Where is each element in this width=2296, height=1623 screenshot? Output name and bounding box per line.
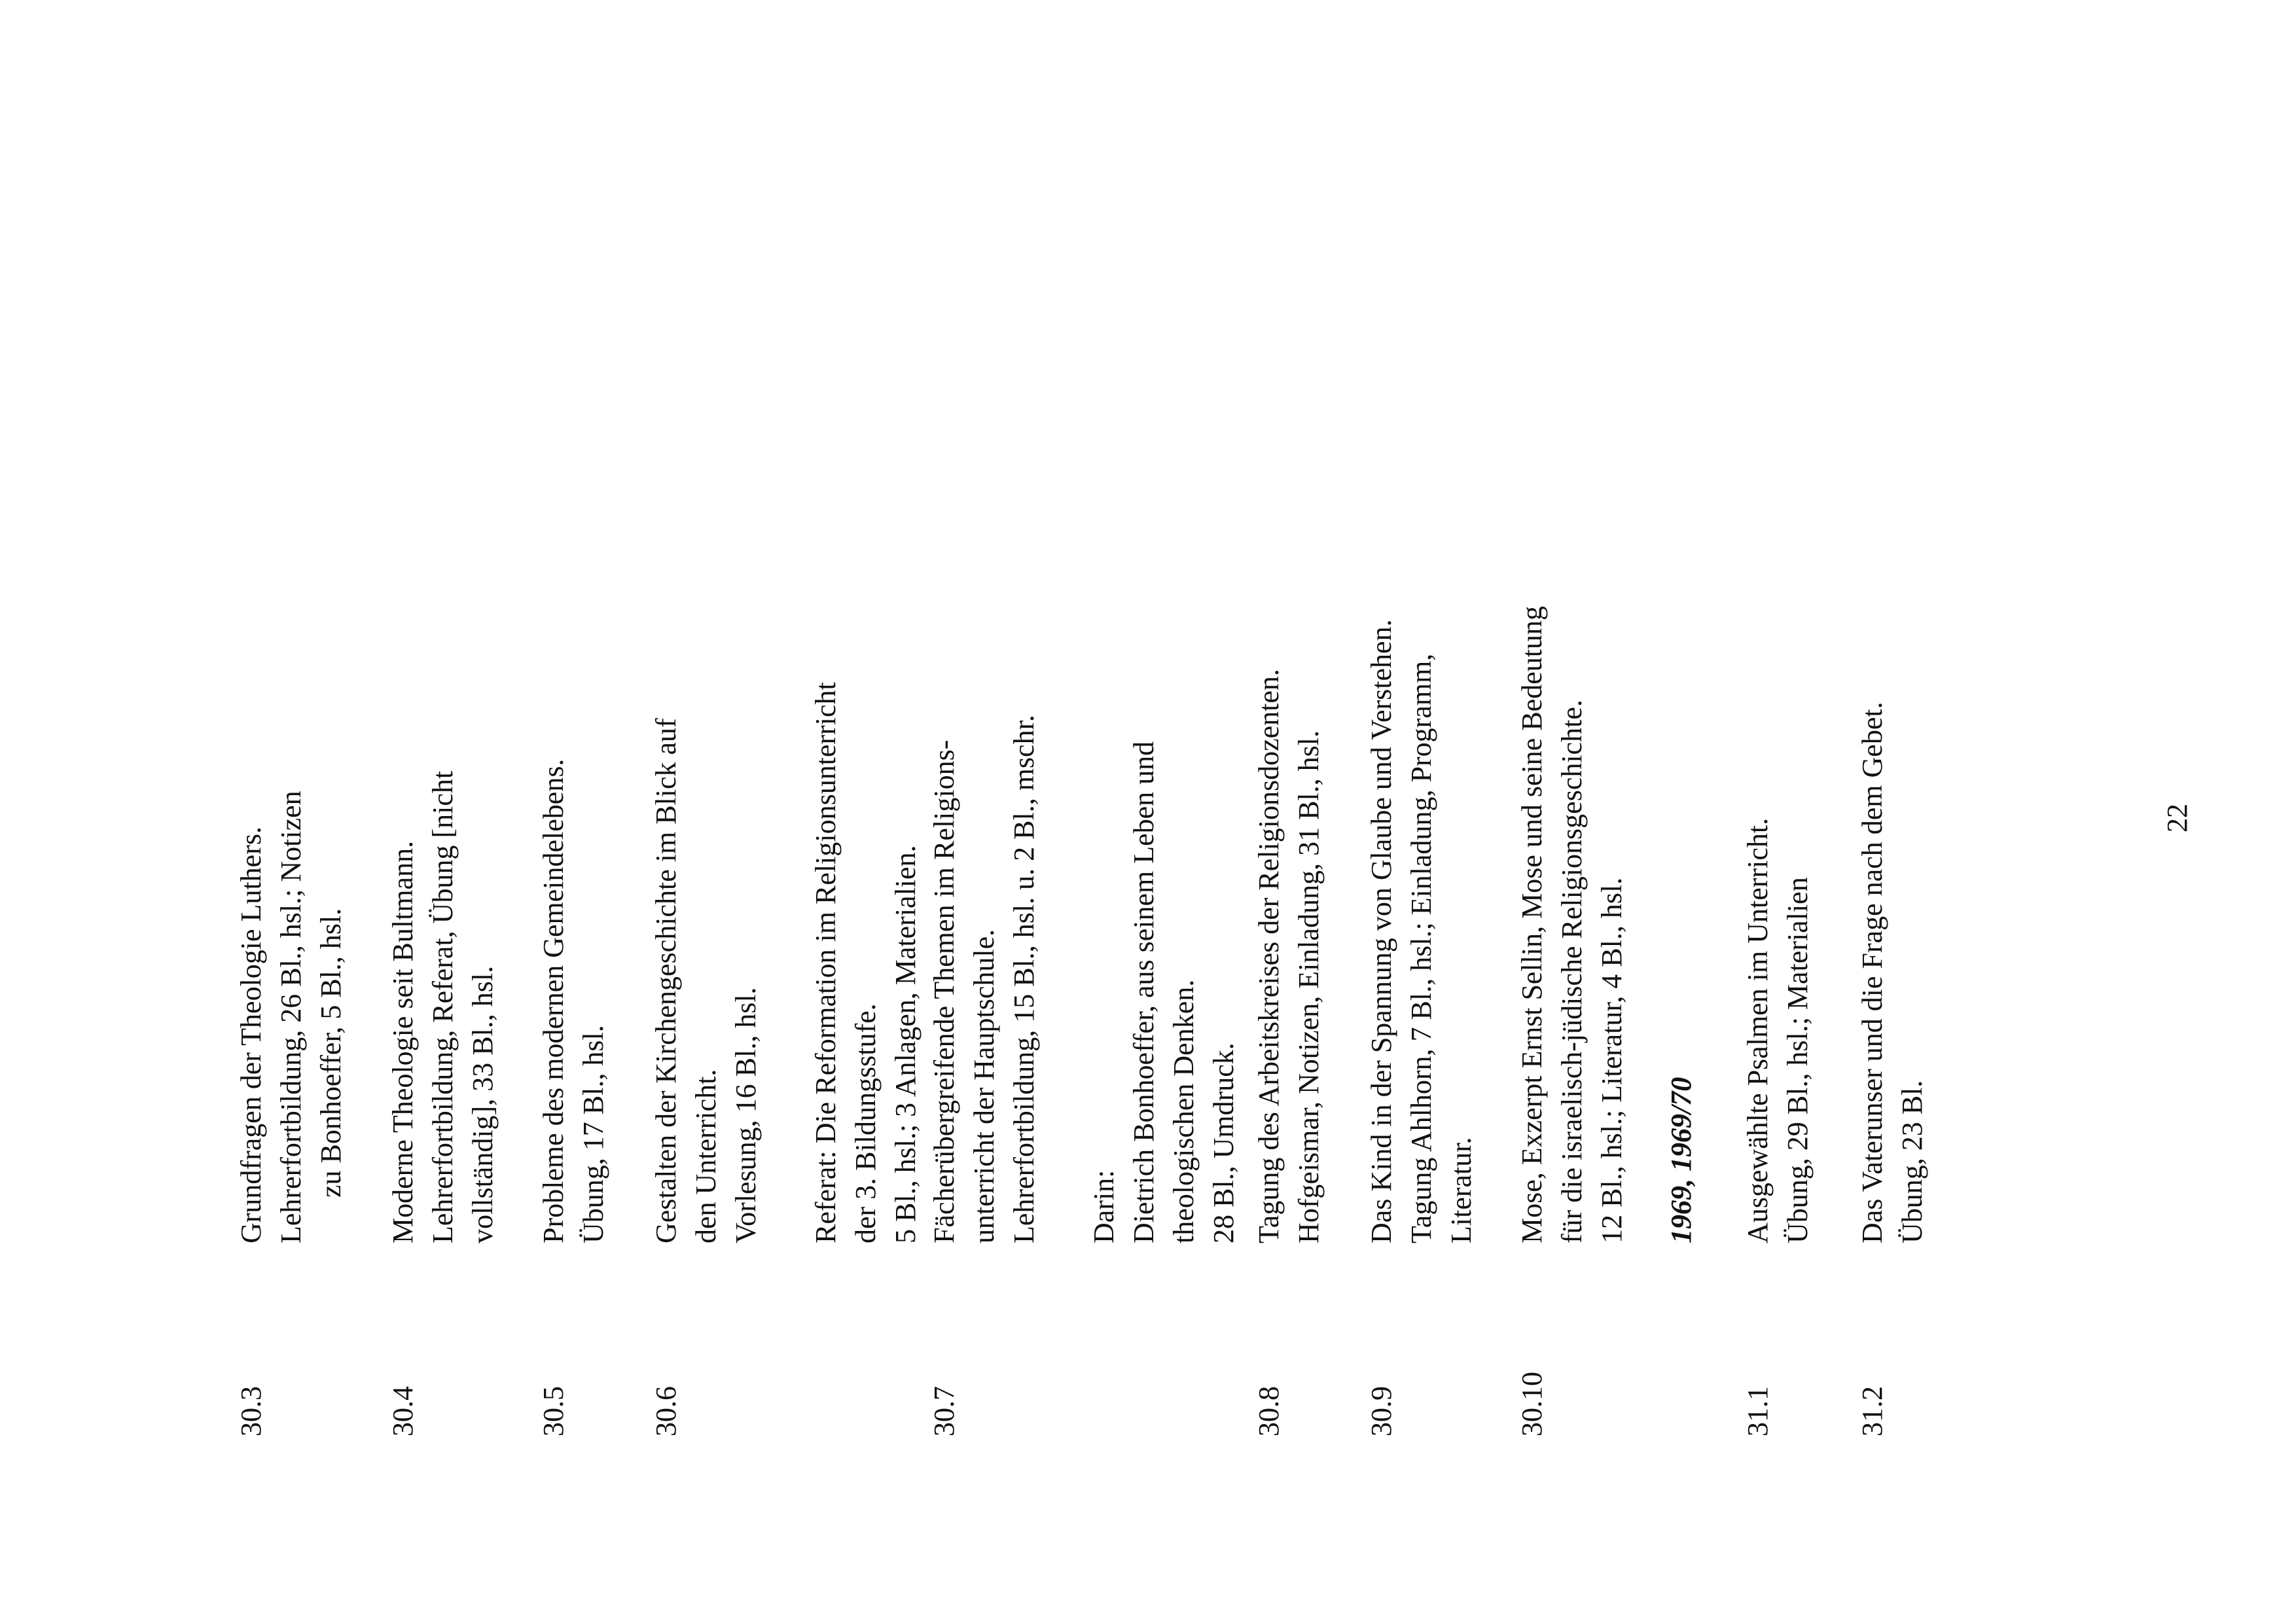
entry-description bbox=[1512, 131, 1632, 1243]
entry-title: Tagung des Arbeitskreises der Religionsdozenten. bbox=[1253, 669, 1285, 1243]
entry-number: 30.8 bbox=[1253, 1386, 1285, 1436]
entry-number: 30.3 bbox=[235, 1386, 267, 1436]
entry-spacer bbox=[766, 131, 806, 1243]
entry-detail: Tagung Ahlhorn, 7 Bl., hsl.; Einladung, Programm, bbox=[1405, 653, 1437, 1243]
entry-detail: für die israelisch-jüdische Religionsgeschichte. bbox=[1556, 700, 1588, 1243]
entry-detail: Hofgeismar, Notizen, Einladung, 31 Bl., hsl. bbox=[1293, 730, 1325, 1243]
entry-detail: theologischen Denken. bbox=[1168, 979, 1200, 1243]
entry-description bbox=[231, 131, 351, 1243]
entry-detail: Dietrich Bonhoeffer, aus seinem Leben und bbox=[1128, 741, 1160, 1243]
entry-title: Das Vaterunser und die Frage nach dem Gebet. bbox=[1856, 702, 1888, 1243]
entry-title: Mose, Exzerpt Ernst Sellin, Mose und seine Bedeutung bbox=[1516, 606, 1548, 1243]
entry-number: 31.1 bbox=[1742, 1386, 1774, 1436]
entry-description bbox=[1738, 131, 1818, 1243]
entry-detail: den Unterricht. bbox=[690, 1069, 722, 1243]
entry-subtitle: Referat: Die Reformation im Religionsunterricht bbox=[810, 682, 842, 1243]
entry-detail: 5 Bl., hsl.; 3 Anlagen, Materialien. bbox=[889, 845, 922, 1243]
entry-detail: Lehrerfortbildung, 26 Bl., hsl.; Notizen bbox=[275, 791, 307, 1243]
entry-number: 30.4 bbox=[387, 1386, 419, 1436]
entry-detail: der 3. Bildungsstufe. bbox=[850, 1003, 882, 1243]
year-heading: 1969, 1969/70 bbox=[1665, 1077, 1697, 1243]
entry-description bbox=[924, 131, 1244, 1243]
entry-number: 31.2 bbox=[1856, 1386, 1888, 1436]
entry-description bbox=[646, 131, 925, 1243]
entry-detail: Übung, 17 Bl., hsl. bbox=[577, 1025, 609, 1243]
entry-title: Gestalten der Kirchengeschichte im Blick auf bbox=[650, 718, 682, 1243]
entry-title: Grundfragen der Theologie Luthers. bbox=[235, 827, 267, 1243]
entry-number: 30.5 bbox=[537, 1386, 569, 1436]
entry-title: Probleme des modernen Gemeindelebens. bbox=[537, 758, 569, 1243]
entry-description bbox=[1852, 131, 1932, 1243]
entry-detail: vollständig], 33 Bl., hsl. bbox=[467, 965, 499, 1243]
entry-description bbox=[383, 131, 503, 1243]
entry-detail: Übung, 23 Bl. bbox=[1896, 1080, 1928, 1243]
entry-description bbox=[1361, 131, 1481, 1243]
entry-detail: 12 Bl., hsl.; Literatur, 4 Bl., hsl. bbox=[1596, 877, 1628, 1243]
entry-detail: Literatur. bbox=[1445, 1137, 1477, 1243]
entry-detail: unterricht der Hauptschule. bbox=[968, 929, 1000, 1243]
page-number: 22 bbox=[2161, 804, 2193, 832]
entry-description bbox=[1249, 131, 1329, 1243]
entry-detail: Lehrerfortbildung, 15 Bl., hsl. u. 2 Bl., mschr. bbox=[1008, 715, 1040, 1243]
entry-spacer bbox=[1044, 131, 1084, 1243]
entry-detail: 28 Bl., Umdruck. bbox=[1208, 1043, 1240, 1243]
entry-number: 30.7 bbox=[928, 1386, 960, 1436]
entry-number: 30.9 bbox=[1365, 1386, 1397, 1436]
entry-title: Ausgewählte Psalmen im Unterricht. bbox=[1742, 817, 1774, 1243]
entry-detail: zu Bonhoeffer, 5 Bl., hsl. bbox=[315, 908, 347, 1198]
entry-title: Fächerübergreifende Themen im Religions- bbox=[928, 740, 960, 1243]
entry-title: Das Kind in der Spannung von Glaube und Verstehen. bbox=[1365, 619, 1397, 1243]
entry-subtitle: Darin: bbox=[1088, 1169, 1120, 1243]
entry-detail: Lehrerfortbildung, Referat, Übung [nicht bbox=[427, 770, 459, 1243]
entry-number: 30.10 bbox=[1516, 1372, 1548, 1436]
entry-detail: Vorlesung, 16 Bl., hsl. bbox=[730, 987, 762, 1243]
entry-number: 30.6 bbox=[650, 1386, 682, 1436]
entry-title: Moderne Theologie seit Bultmann. bbox=[387, 840, 419, 1243]
entry-description bbox=[533, 131, 613, 1243]
entry-detail: Übung, 29 Bl., hsl.; Materialien bbox=[1782, 877, 1814, 1243]
